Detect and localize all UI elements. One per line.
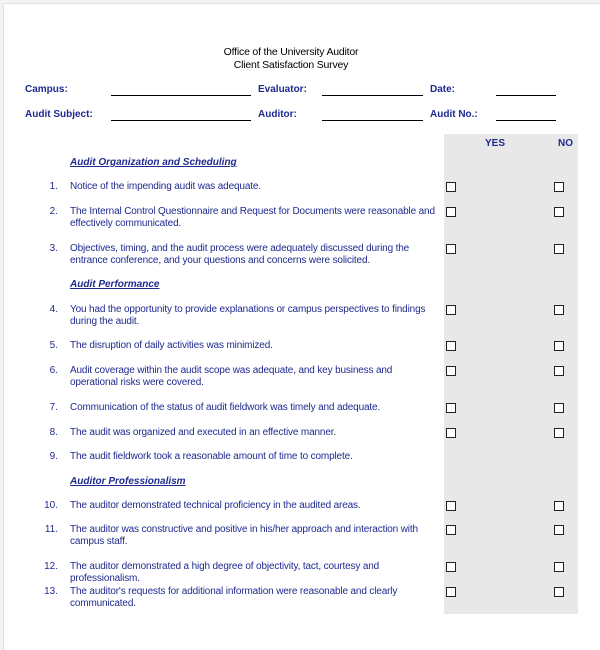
- question-number: 3.: [49, 243, 58, 254]
- question-number: 13.: [44, 586, 58, 597]
- no-checkbox[interactable]: [554, 501, 564, 511]
- question-text: Objectives, timing, and the audit process were adequately discussed during the entrance conference, and your questions and concerns were solicited.: [70, 243, 410, 266]
- yes-checkbox[interactable]: [446, 525, 456, 535]
- yes-checkbox[interactable]: [446, 341, 456, 351]
- office-title: Office of the University Auditor: [223, 46, 359, 58]
- audit-subject-field[interactable]: [111, 120, 251, 121]
- audit-no-label: Audit No.:: [430, 109, 478, 120]
- question-text: You had the opportunity to provide explanations or campus perspectives to findings during the audit.: [70, 304, 426, 327]
- question-number: 9.: [49, 451, 58, 462]
- auditor-field[interactable]: [322, 120, 423, 121]
- campus-label: Campus:: [25, 84, 68, 95]
- question-number: 8.: [49, 427, 58, 438]
- section-heading: Auditor Professionalism: [70, 476, 186, 487]
- no-checkbox[interactable]: [554, 403, 564, 413]
- yes-checkbox[interactable]: [446, 587, 456, 597]
- no-checkbox[interactable]: [554, 244, 564, 254]
- question-number: 5.: [49, 340, 58, 351]
- no-checkbox[interactable]: [554, 305, 564, 315]
- question-text: The auditor's requests for additional information were reasonable and clearly communicated.: [70, 586, 398, 609]
- yes-checkbox[interactable]: [446, 182, 456, 192]
- date-field[interactable]: [496, 95, 556, 96]
- section-heading: Audit Organization and Scheduling: [70, 157, 237, 168]
- campus-field[interactable]: [111, 95, 251, 96]
- yes-checkbox[interactable]: [446, 366, 456, 376]
- question-number: 2.: [49, 206, 58, 217]
- question-number: 6.: [49, 365, 58, 376]
- no-checkbox[interactable]: [554, 341, 564, 351]
- no-checkbox[interactable]: [554, 207, 564, 217]
- question-text: Notice of the impending audit was adequate.: [70, 181, 261, 192]
- evaluator-field[interactable]: [322, 95, 423, 96]
- yes-checkbox[interactable]: [446, 403, 456, 413]
- evaluator-label: Evaluator:: [258, 84, 307, 95]
- question-text: Audit coverage within the audit scope was adequate, and key business and operational risks were covered.: [70, 365, 393, 388]
- yes-checkbox[interactable]: [446, 501, 456, 511]
- question-number: 11.: [44, 524, 58, 535]
- section-heading: Audit Performance: [70, 279, 160, 290]
- yes-checkbox[interactable]: [446, 428, 456, 438]
- no-column-header: NO: [558, 138, 573, 149]
- question-text: The audit was organized and executed in an effective manner.: [70, 427, 336, 438]
- no-checkbox[interactable]: [554, 587, 564, 597]
- yes-checkbox[interactable]: [446, 244, 456, 254]
- question-text: The auditor was constructive and positive in his/her approach and interaction with campus staff.: [70, 524, 418, 547]
- question-text: The auditor demonstrated technical proficiency in the audited areas.: [70, 500, 361, 511]
- question-text: The Internal Control Questionnaire and Request for Documents were reasonable and effectively communicated.: [70, 206, 435, 229]
- question-number: 7.: [49, 402, 58, 413]
- no-checkbox[interactable]: [554, 366, 564, 376]
- question-text: The auditor demonstrated a high degree of objectivity, tact, courtesy and professionalism.: [70, 561, 380, 584]
- no-checkbox[interactable]: [554, 562, 564, 572]
- no-checkbox[interactable]: [554, 182, 564, 192]
- survey-page: [3, 3, 600, 650]
- yes-checkbox[interactable]: [446, 305, 456, 315]
- yes-checkbox[interactable]: [446, 562, 456, 572]
- yes-checkbox[interactable]: [446, 207, 456, 217]
- auditor-label: Auditor:: [258, 109, 297, 120]
- question-number: 12.: [44, 561, 58, 572]
- question-text: The disruption of daily activities was minimized.: [70, 340, 273, 351]
- question-text: Communication of the status of audit fieldwork was timely and adequate.: [70, 402, 381, 413]
- audit-no-field[interactable]: [496, 120, 556, 121]
- question-number: 10.: [44, 500, 58, 511]
- no-checkbox[interactable]: [554, 525, 564, 535]
- audit-subject-label: Audit Subject:: [25, 109, 93, 120]
- question-number: 1.: [49, 181, 58, 192]
- question-number: 4.: [49, 304, 58, 315]
- question-text: The audit fieldwork took a reasonable amount of time to complete.: [70, 451, 353, 462]
- date-label: Date:: [430, 84, 456, 95]
- yes-column-header: YES: [485, 138, 506, 149]
- survey-title: Client Satisfaction Survey: [233, 59, 349, 71]
- no-checkbox[interactable]: [554, 428, 564, 438]
